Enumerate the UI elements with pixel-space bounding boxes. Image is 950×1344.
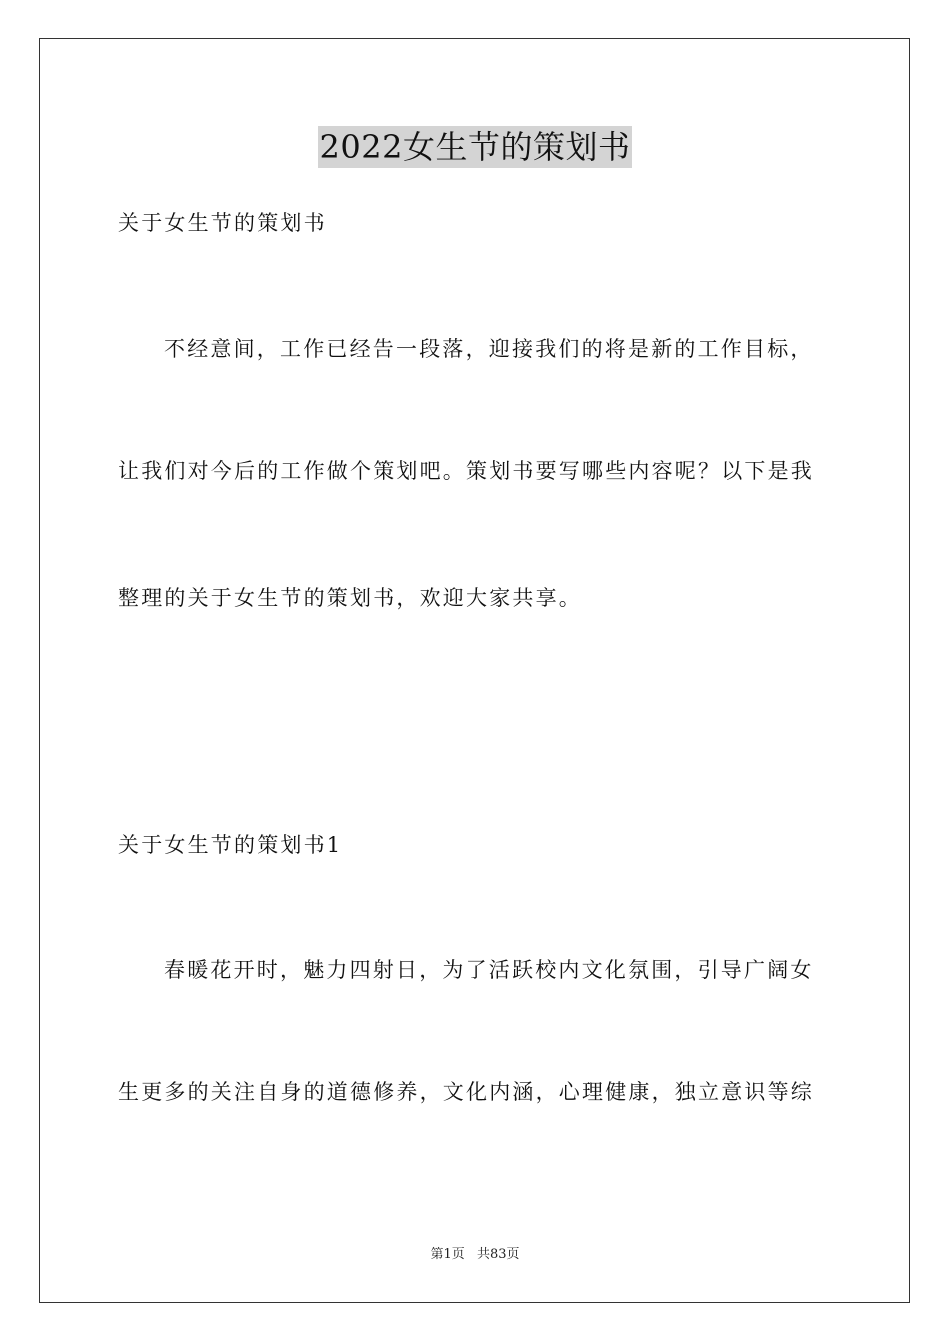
section-heading: 关于女生节的策划书 <box>118 211 327 235</box>
page-number: 第1页 <box>430 1247 465 1262</box>
paragraph-line: 生更多的关注自身的道德修养，文化内涵，心理健康，独立意识等综 <box>118 1080 814 1104</box>
paragraph-line: 整理的关于女生节的策划书，欢迎大家共享。 <box>118 586 582 610</box>
document-title-text: 2022女生节的策划书 <box>319 128 631 166</box>
paragraph-line: 不经意间，工作已经告一段落，迎接我们的将是新的工作目标， <box>164 337 814 361</box>
page-total: 共83页 <box>476 1247 520 1262</box>
paragraph-line: 春暖花开时，魅力四射日，为了活跃校内文化氛围，引导广阔女 <box>164 958 814 982</box>
page-footer <box>0 1246 950 1264</box>
paragraph-line: 让我们对今后的工作做个策划吧。策划书要写哪些内容呢？以下是我 <box>118 459 814 483</box>
document-title <box>0 126 950 168</box>
section-heading: 关于女生节的策划书1 <box>118 833 343 857</box>
